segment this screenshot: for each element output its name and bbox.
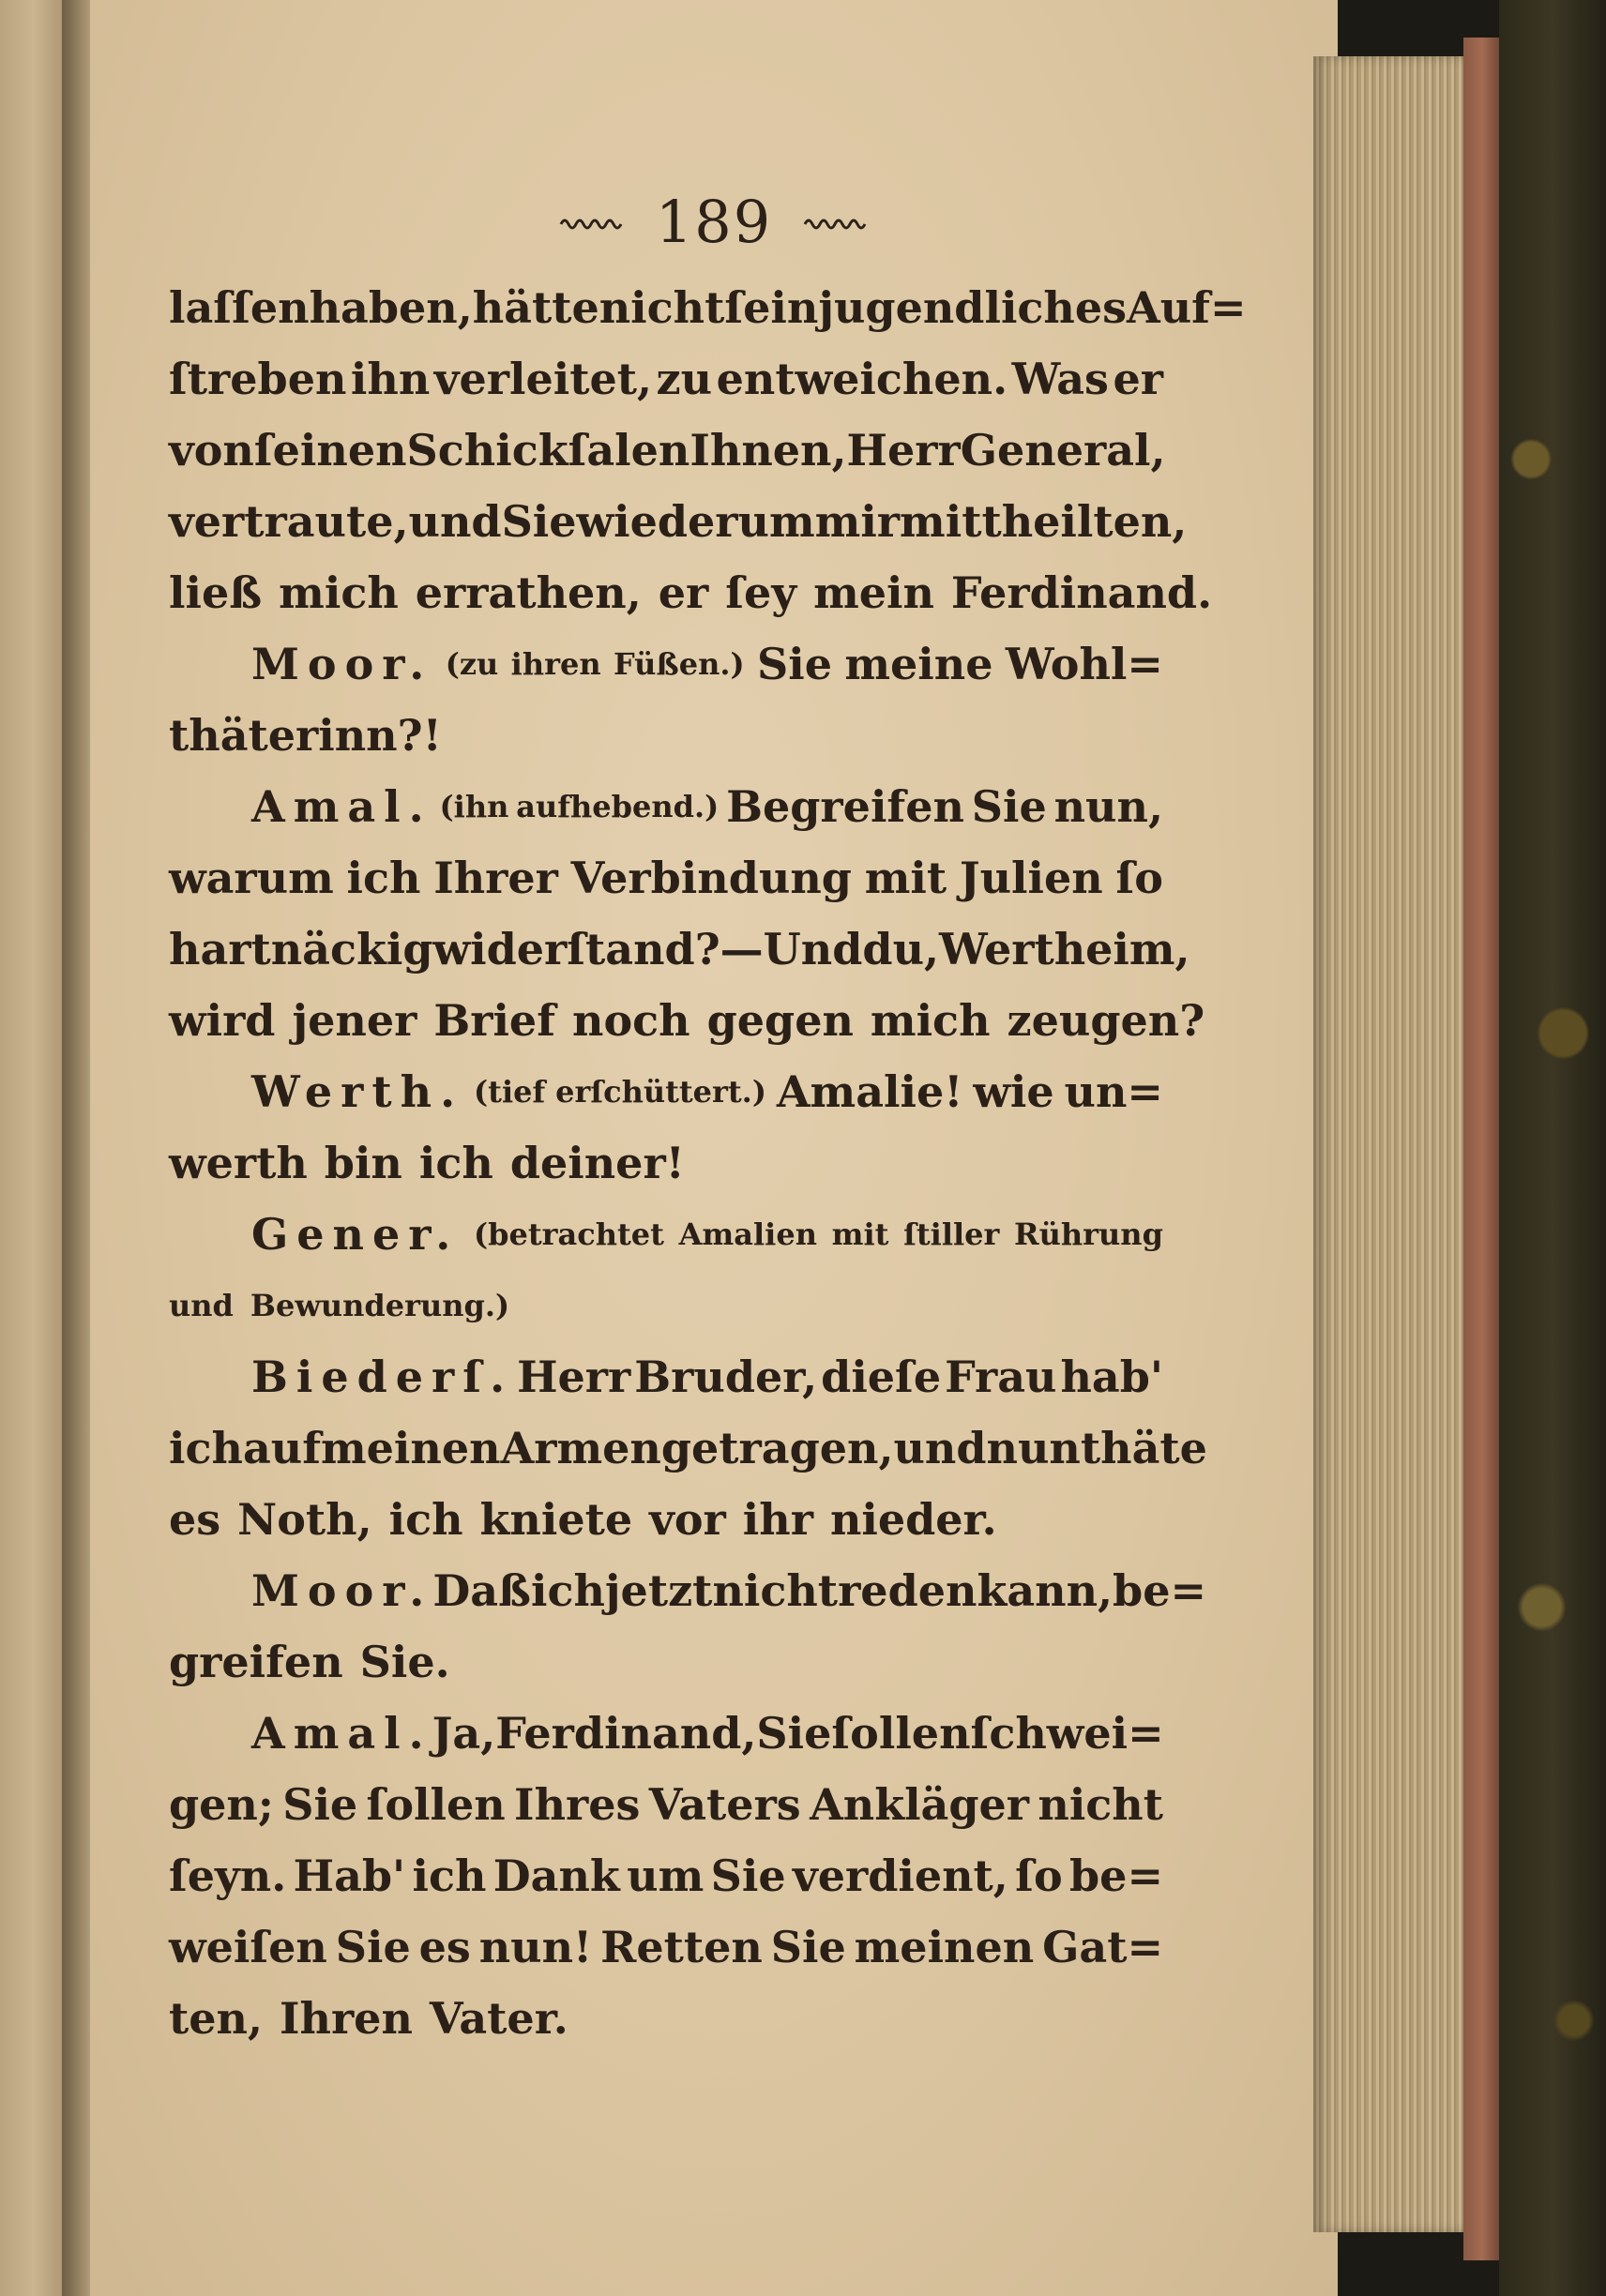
- text-line: [169, 272, 1247, 343]
- text-word: ſtreben: [169, 354, 347, 404]
- text-word: widerſtand?: [432, 924, 720, 974]
- text-word: er: [658, 567, 709, 618]
- text-word: mittheilten,: [900, 496, 1188, 547]
- text-word: Armen: [500, 1423, 661, 1473]
- text-word: ließ: [169, 567, 263, 618]
- text-word: Noth,: [237, 1494, 372, 1545]
- text-word: ich: [418, 1138, 493, 1188]
- text-word: Ja,: [432, 1708, 496, 1759]
- text-line: [169, 1555, 1207, 1626]
- text-word: Ihrer: [433, 853, 558, 903]
- cover-board-edge: [1463, 38, 1501, 2260]
- stage-direction: Amalien: [678, 1216, 817, 1252]
- stage-direction: (zu: [445, 646, 499, 682]
- text-word: ich: [412, 1850, 487, 1901]
- text-word: Und: [763, 924, 863, 974]
- speaker-name: Moor.: [251, 1565, 433, 1616]
- text-word: deiner!: [509, 1138, 685, 1188]
- text-word: Schickſalen: [406, 425, 690, 476]
- stage-direction: Bewunderung.): [250, 1288, 510, 1323]
- text-word: Sie: [335, 1922, 411, 1972]
- text-word: un=: [1064, 1066, 1163, 1117]
- text-word: jugendliches: [818, 282, 1128, 333]
- right-ornament-icon: [803, 215, 869, 230]
- text-word: Gat=: [1042, 1922, 1163, 1972]
- speaker-name: Biederſ.: [251, 1352, 514, 1402]
- text-word: werth: [169, 1138, 308, 1188]
- text-word: es: [169, 1494, 221, 1545]
- text-word: laſſen: [169, 282, 310, 333]
- stage-direction: Rührung: [1014, 1216, 1163, 1252]
- text-word: es: [418, 1922, 471, 1972]
- text-line: [169, 1626, 1163, 1698]
- text-word: be=: [1113, 1565, 1207, 1616]
- text-line: [169, 1484, 1163, 1555]
- text-word: wiederum: [576, 496, 815, 547]
- text-word: Sie: [770, 1922, 846, 1972]
- text-word: Ihnen,: [689, 425, 847, 476]
- speaker-name: Amal.: [251, 1708, 432, 1759]
- text-line: [169, 1056, 1163, 1127]
- page-header: [90, 188, 1338, 272]
- stage-direction: aufhebend.): [516, 789, 720, 824]
- text-word: mir: [814, 496, 901, 547]
- text-word: ten,: [169, 1993, 263, 2044]
- text-line: [169, 1840, 1163, 1911]
- text-word: vertraute,: [169, 496, 409, 547]
- text-word: nieder.: [829, 1494, 997, 1545]
- text-word: Wertheim,: [939, 924, 1190, 974]
- page-text: [169, 272, 1247, 2054]
- text-line: [169, 1911, 1163, 1983]
- page-stack-edge: [1313, 56, 1473, 2232]
- text-word: und: [408, 496, 502, 547]
- text-word: ſollen: [366, 1779, 506, 1830]
- text-word: wie: [973, 1066, 1054, 1117]
- text-word: Retten: [600, 1922, 763, 1972]
- text-word: thäterinn?!: [169, 710, 442, 761]
- text-word: ſo: [1015, 1850, 1063, 1901]
- stage-direction: und: [169, 1288, 234, 1323]
- text-word: verleitet,: [433, 354, 653, 404]
- text-word: Sie: [282, 1779, 358, 1830]
- text-word: gegen: [706, 995, 854, 1046]
- text-word: ſollen: [831, 1708, 971, 1759]
- text-line: [169, 415, 1166, 486]
- text-word: zeugen?: [1007, 995, 1205, 1046]
- text-line: [169, 1698, 1163, 1769]
- text-word: Ihres: [514, 1779, 641, 1830]
- text-word: und: [893, 1423, 987, 1473]
- text-word: meinen: [320, 1423, 501, 1473]
- text-word: Ankläger: [810, 1779, 1030, 1830]
- stage-direction: Füßen.): [613, 646, 745, 682]
- text-line: [169, 628, 1163, 700]
- text-word: bin: [324, 1138, 402, 1188]
- text-word: kann,: [977, 1565, 1114, 1616]
- text-word: zu: [656, 354, 713, 404]
- text-line: [169, 914, 1190, 985]
- speaker-name: Amal.: [251, 781, 432, 832]
- text-word: Daß: [432, 1565, 531, 1616]
- text-word: nicht: [598, 282, 725, 333]
- text-line: [169, 1983, 1163, 2054]
- left-ornament-icon: [559, 215, 625, 230]
- text-word: Brief: [433, 995, 555, 1046]
- text-word: um: [627, 1850, 705, 1901]
- text-word: Auf=: [1127, 282, 1247, 333]
- text-word: ſeinen: [253, 425, 407, 476]
- text-word: dieſe: [821, 1352, 942, 1402]
- text-line: [169, 557, 1213, 628]
- text-word: errathen,: [415, 567, 642, 618]
- stage-direction: (tief: [474, 1074, 546, 1110]
- text-word: Ihren: [279, 1993, 413, 2044]
- text-word: ich: [530, 1565, 605, 1616]
- text-word: Dank: [492, 1850, 620, 1901]
- stage-direction: mit: [831, 1216, 889, 1252]
- text-word: General,: [960, 425, 1166, 476]
- text-line: [169, 985, 1205, 1056]
- text-line: [169, 842, 1163, 914]
- text-word: greifen: [169, 1637, 343, 1687]
- page-number: 189: [655, 188, 773, 256]
- text-line: [169, 1270, 1163, 1341]
- text-word: verdient,: [792, 1850, 1008, 1901]
- text-word: Sie: [757, 639, 832, 689]
- text-word: Begreifen: [726, 781, 964, 832]
- speaker-name: Gener.: [251, 1209, 460, 1260]
- text-word: gen;: [169, 1779, 274, 1830]
- text-word: ihr: [742, 1494, 813, 1545]
- text-word: Was: [1011, 354, 1109, 404]
- text-word: Ferdinand.: [950, 567, 1213, 618]
- text-line: [169, 771, 1163, 842]
- text-word: Bruder,: [634, 1352, 818, 1402]
- text-line: [169, 1412, 1207, 1484]
- marbled-cover: [1499, 0, 1606, 2296]
- text-word: ich: [388, 1494, 463, 1545]
- text-word: ſein: [724, 282, 819, 333]
- text-line: [169, 1199, 1163, 1270]
- text-word: weiſen: [169, 1922, 327, 1972]
- text-word: mich: [870, 995, 991, 1046]
- text-word: reden: [838, 1565, 977, 1616]
- text-word: kniete: [479, 1494, 633, 1545]
- stage-direction: ihren: [510, 646, 601, 682]
- text-word: ich: [169, 1423, 243, 1473]
- stage-direction: (ihn: [439, 789, 509, 824]
- text-word: ſchwei=: [970, 1708, 1164, 1759]
- stage-direction: (betrachtet: [473, 1216, 664, 1252]
- text-word: ſo: [1115, 853, 1163, 903]
- text-word: er: [1113, 354, 1163, 404]
- text-word: mein: [813, 567, 934, 618]
- text-line: [169, 1341, 1163, 1412]
- text-line: [169, 1127, 1163, 1199]
- text-word: noch: [572, 995, 690, 1046]
- text-word: nicht: [712, 1565, 839, 1616]
- text-word: mit: [864, 853, 947, 903]
- text-word: Ferdinand,: [495, 1708, 757, 1759]
- text-word: thäte: [1080, 1423, 1207, 1473]
- speaker-name: Moor.: [251, 639, 433, 689]
- text-word: mich: [279, 567, 399, 618]
- text-word: Sie: [971, 781, 1047, 832]
- text-word: entweichen.: [716, 354, 1008, 404]
- text-word: nun,: [1053, 781, 1163, 832]
- text-word: nun!: [478, 1922, 593, 1972]
- text-word: jener: [292, 995, 417, 1046]
- text-word: meinen: [854, 1922, 1035, 1972]
- text-word: Vaters: [648, 1779, 801, 1830]
- text-word: jetzt: [604, 1565, 713, 1616]
- text-word: vor: [649, 1494, 726, 1545]
- text-word: Sie: [756, 1708, 832, 1759]
- text-word: Julien: [959, 853, 1103, 903]
- text-word: nun: [986, 1423, 1081, 1473]
- text-word: meine: [844, 639, 993, 689]
- text-word: ihn: [350, 354, 431, 404]
- text-word: Herr: [846, 425, 961, 476]
- speaker-name: Werth.: [251, 1066, 464, 1117]
- text-line: [169, 1769, 1163, 1840]
- text-word: Hab': [293, 1850, 406, 1901]
- text-word: nicht: [1038, 1779, 1163, 1830]
- text-word: Amalie!: [776, 1066, 963, 1117]
- text-word: hartnäckig: [169, 924, 433, 974]
- text-word: hab': [1060, 1352, 1163, 1402]
- stage-direction: erſchüttert.): [555, 1074, 766, 1110]
- text-word: be=: [1069, 1850, 1163, 1901]
- text-word: warum: [169, 853, 334, 903]
- text-word: Frau: [945, 1352, 1057, 1402]
- text-word: Sie.: [359, 1637, 450, 1687]
- text-word: —: [720, 924, 764, 974]
- text-word: von: [169, 425, 254, 476]
- text-word: haben,: [309, 282, 473, 333]
- text-word: Wohl=: [1005, 639, 1163, 689]
- text-word: du,: [862, 924, 940, 974]
- text-line: [169, 343, 1163, 415]
- text-word: ich: [346, 853, 421, 903]
- text-word: wird: [169, 995, 276, 1046]
- text-word: Sie: [710, 1850, 786, 1901]
- text-word: getragen,: [660, 1423, 894, 1473]
- text-line: [169, 486, 1188, 557]
- text-word: Verbindung: [570, 853, 852, 903]
- text-word: Herr: [517, 1352, 631, 1402]
- text-word: hätte: [472, 282, 599, 333]
- text-word: ſey: [725, 567, 797, 618]
- stage-direction: ſtiller: [903, 1216, 1000, 1252]
- text-line: [169, 700, 1163, 771]
- text-word: auf: [242, 1423, 321, 1473]
- text-word: Vater.: [429, 1993, 568, 2044]
- text-word: Sie: [501, 496, 577, 547]
- text-word: ſeyn.: [169, 1850, 287, 1901]
